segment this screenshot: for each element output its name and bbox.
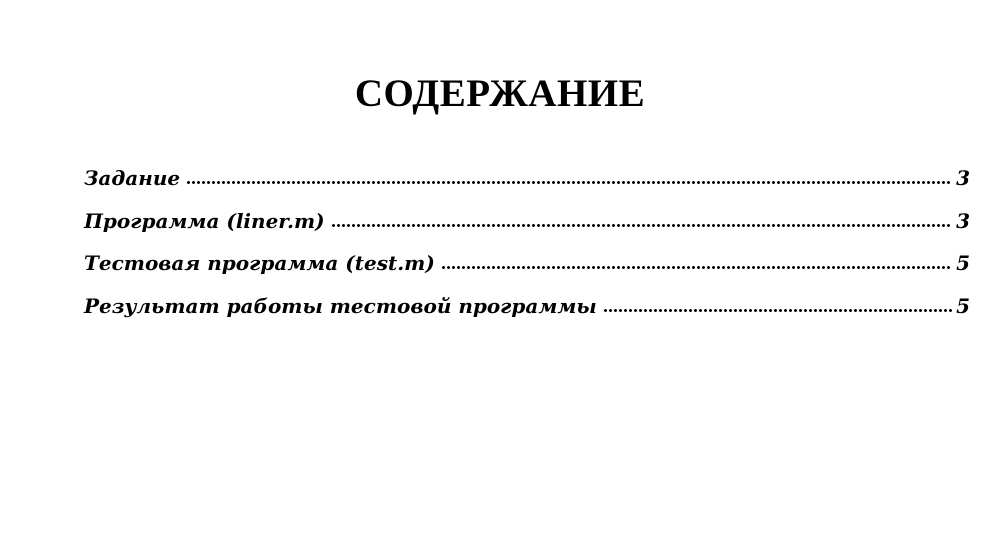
toc-entry-page: 5 xyxy=(956,293,970,318)
toc-entry xyxy=(84,245,970,288)
toc-entry-label: Задание xyxy=(84,166,181,190)
toc-dot-leader xyxy=(331,216,953,228)
toc-entry xyxy=(84,288,970,331)
toc-entry-page: 3 xyxy=(956,208,970,233)
toc-entry-page: 5 xyxy=(956,251,970,275)
toc-dot-leader xyxy=(186,173,952,185)
toc-entry-label: Результат работы тестовой программы xyxy=(84,293,597,318)
toc-entry xyxy=(84,160,970,203)
toc-entry-page: 3 xyxy=(956,166,970,190)
toc-dot-leader xyxy=(441,258,952,270)
table-of-contents xyxy=(84,160,970,330)
page-title: СОДЕРЖАНИЕ xyxy=(354,72,646,115)
toc-entry xyxy=(84,203,970,246)
toc-entry-label: Тестовая программа (test.m) xyxy=(84,251,435,275)
toc-dot-leader xyxy=(603,301,952,313)
toc-entry-label: Программа (liner.m) xyxy=(84,208,325,233)
